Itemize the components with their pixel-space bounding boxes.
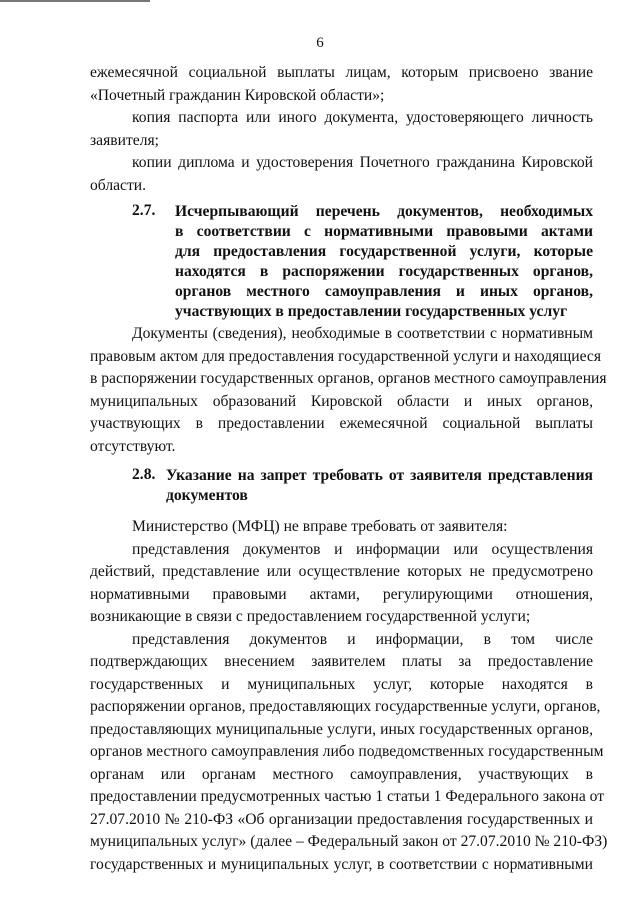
text-line: участвующих в предоставлении ежемесячной социальной выплаты bbox=[90, 415, 593, 432]
text-line: муниципальных услуг» (далее – Федеральный закон от 27.07.2010 № 210-ФЗ) bbox=[90, 833, 608, 850]
text-line: Документы (сведения), необходимые в соответствии с нормативным bbox=[132, 325, 593, 342]
text-line: «Почетный гражданин Кировской области»; bbox=[90, 86, 385, 104]
text-line: копии диплома и удостоверения Почетного гражданина Кировской bbox=[132, 154, 593, 171]
text-line: ежемесячной социальной выплаты лицам, которым присвоено звание bbox=[90, 64, 593, 81]
section-heading bbox=[175, 202, 593, 322]
heading-line: органов местного самоуправления и иных органов, bbox=[175, 283, 593, 300]
text-line: заявителя; bbox=[90, 131, 159, 149]
heading-line: Указание на запрет требовать от заявителя представления bbox=[166, 467, 593, 484]
text-line: отсутствуют. bbox=[90, 437, 176, 455]
page-number: 6 bbox=[316, 35, 324, 51]
text-line: представления документов и информации или осуществления bbox=[132, 540, 593, 558]
text-line: муниципальных образований Кировской области и иных органов, bbox=[90, 392, 593, 410]
text-line: Министерство (МФЦ) не вправе требовать от заявителя: bbox=[132, 518, 508, 535]
section-heading bbox=[166, 466, 593, 506]
text-line: копия паспорта или иного документа, удостоверяющего личность bbox=[132, 109, 593, 126]
text-line: нормативными правовыми актами, регулирующими отношения, bbox=[90, 585, 593, 603]
text-line: государственных и муниципальных услуг, в соответствии с нормативными bbox=[90, 855, 593, 873]
heading-line: в соответствии с нормативными правовыми актами bbox=[175, 223, 593, 240]
intro-text bbox=[90, 62, 593, 197]
text-line: органов местного самоуправления либо подведомственных государственным bbox=[90, 743, 604, 760]
heading-line: находятся в распоряжении государственных органов, bbox=[175, 263, 593, 280]
heading-line: для предоставления государственной услуги, которые bbox=[175, 243, 593, 260]
text-line: представления документов и информации, в том числе bbox=[132, 630, 593, 648]
text-line: распоряжении органов, предоставляющих государственные услуги, органов, bbox=[90, 698, 601, 715]
heading-line: Исчерпывающий перечень документов, необходимых bbox=[175, 203, 593, 220]
text-line: государственных и муниципальных услуг, которые находятся в bbox=[90, 675, 593, 693]
section-body bbox=[90, 323, 607, 458]
text-line: органам или органам местного самоуправления, участвующих в bbox=[90, 765, 593, 783]
text-line: 27.07.2010 № 210-ФЗ «Об организации предоставления государственных и bbox=[90, 810, 593, 828]
heading-line: участвующих в предоставлении государственных услуг bbox=[175, 303, 568, 320]
text-line: подтверждающих внесением заявителем платы за предоставление bbox=[90, 653, 593, 670]
text-line: действий, представление или осуществление которых не предусмотрено bbox=[90, 563, 593, 580]
section-number: 2.8. bbox=[132, 466, 156, 483]
text-line: возникающие в связи с предоставлением государственной услуги; bbox=[90, 608, 531, 625]
heading-line: документов bbox=[166, 487, 248, 504]
text-line: предоставлении предусмотренных частью 1 статьи 1 Федерального закона от bbox=[90, 788, 605, 805]
text-line: области. bbox=[90, 176, 147, 194]
text-line: предоставляющих муниципальные услуги, иных государственных органов, bbox=[90, 720, 593, 738]
section-number: 2.7. bbox=[132, 202, 156, 219]
text-line: правовым актом для предоставления государственной услуги и находящиеся bbox=[90, 347, 602, 365]
text-line: в распоряжении государственных органов, органов местного самоуправления bbox=[90, 370, 607, 387]
top-rule bbox=[0, 0, 150, 2]
section-body bbox=[90, 516, 608, 876]
